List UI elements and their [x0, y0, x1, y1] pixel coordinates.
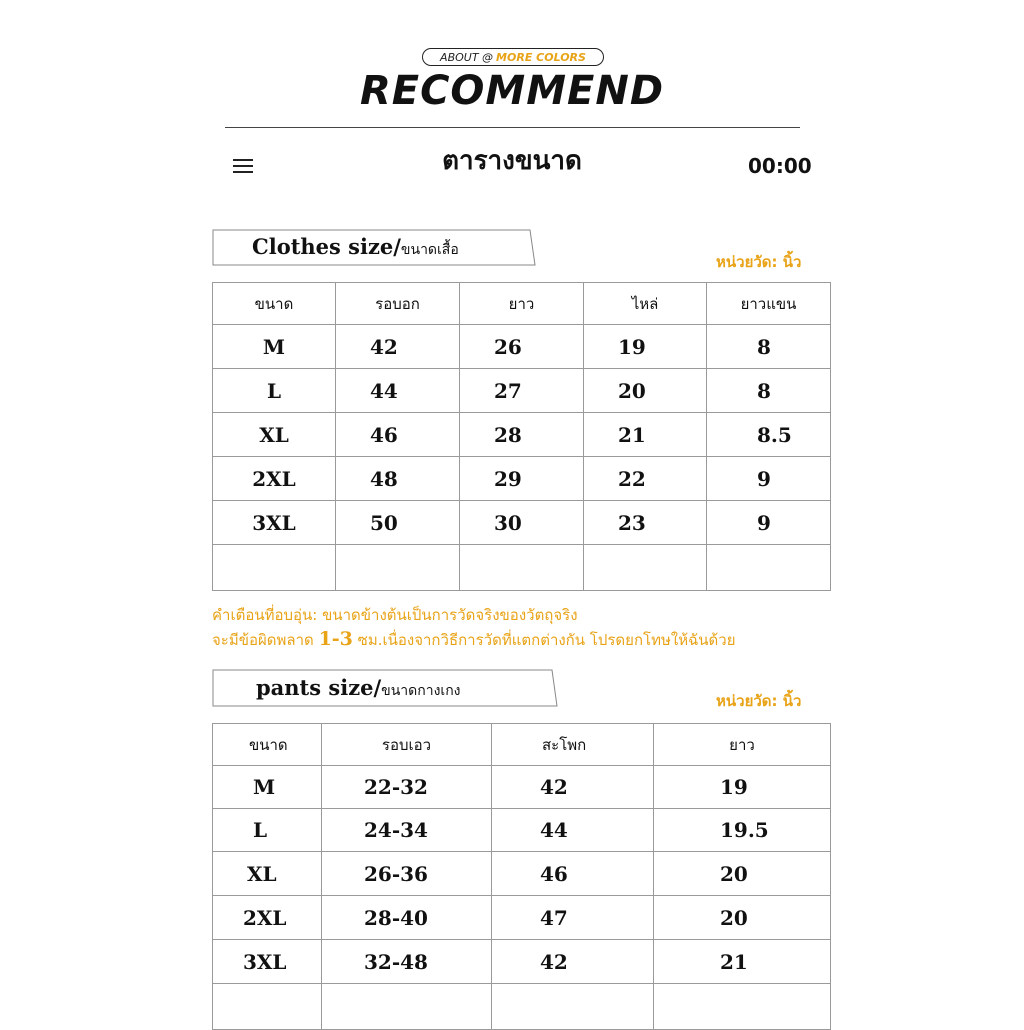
table-row-empty [213, 984, 831, 1030]
waist-cell: 26-36 [322, 852, 492, 896]
header-size: ขนาด [213, 724, 322, 766]
size-cell: 3XL [213, 940, 322, 984]
table-row [213, 501, 831, 545]
clothes-unit-label: หน่วยวัด: นิ้ว [716, 253, 802, 271]
header-shoulder: ไหล่ [584, 283, 707, 325]
table-row [213, 940, 831, 984]
clothes-size-title: Clothes size/ [252, 234, 401, 259]
shoulder-cell: 21 [584, 413, 707, 457]
length-cell: 20 [654, 896, 831, 940]
clothes-size-title-th: ขนาดเสื้อ [400, 242, 459, 258]
shoulder-cell: 22 [584, 457, 707, 501]
hip-cell: 44 [492, 809, 654, 852]
table-row [213, 413, 831, 457]
warning-error-range: 1-3 [318, 628, 353, 650]
length-cell: 27 [460, 369, 584, 413]
pants-size-title-th: ขนาดกางเกง [381, 683, 461, 699]
shoulder-cell: 19 [584, 325, 707, 369]
sleeve-cell: 8 [707, 369, 831, 413]
table-row-empty [213, 545, 831, 591]
clothes-size-table [212, 282, 831, 591]
length-cell: 26 [460, 325, 584, 369]
header-size: ขนาด [213, 283, 336, 325]
size-cell: 2XL [213, 457, 336, 501]
size-cell: 3XL [213, 501, 336, 545]
waist-cell: 32-48 [322, 940, 492, 984]
table-row [213, 766, 831, 809]
size-cell: XL [213, 413, 336, 457]
table-row [213, 369, 831, 413]
length-cell: 21 [654, 940, 831, 984]
chest-cell: 44 [336, 369, 460, 413]
shoulder-cell: 20 [584, 369, 707, 413]
table-row [213, 852, 831, 896]
table-row [213, 896, 831, 940]
table-header-row [213, 724, 831, 766]
hip-cell: 42 [492, 940, 654, 984]
pants-size-title: pants size/ [256, 675, 382, 700]
shoulder-cell: 23 [584, 501, 707, 545]
size-cell: M [213, 766, 322, 809]
waist-cell: 22-32 [322, 766, 492, 809]
header-length: ยาว [654, 724, 831, 766]
waist-cell: 28-40 [322, 896, 492, 940]
header-sleeve: ยาวแขน [707, 283, 831, 325]
hip-cell: 42 [492, 766, 654, 809]
chest-cell: 46 [336, 413, 460, 457]
pants-size-table [212, 723, 831, 1030]
header-chest: รอบอก [336, 283, 460, 325]
chest-cell: 48 [336, 457, 460, 501]
page-title: ตารางขนาด [442, 146, 582, 176]
table-header-row [213, 283, 831, 325]
length-cell: 19.5 [654, 809, 831, 852]
clothes-size-tab [212, 229, 542, 265]
header-waist: รอบเอว [322, 724, 492, 766]
about-more-colors-badge [422, 48, 604, 66]
warning-line-2-prefix: จะมีข้อผิดพลาด [212, 631, 314, 649]
length-cell: 19 [654, 766, 831, 809]
table-row [213, 809, 831, 852]
header-length: ยาว [460, 283, 584, 325]
size-cell: L [213, 369, 336, 413]
hip-cell: 47 [492, 896, 654, 940]
table-row [213, 325, 831, 369]
length-cell: 20 [654, 852, 831, 896]
sleeve-cell: 9 [707, 501, 831, 545]
pants-size-tab [212, 669, 562, 705]
size-cell: M [213, 325, 336, 369]
table-row [213, 457, 831, 501]
warning-line-2 [212, 628, 736, 652]
recommend-title: RECOMMEND [359, 68, 665, 114]
chest-cell: 42 [336, 325, 460, 369]
warning-line-1: คำเตือนที่อบอุ่น: ขนาดข้างต้นเป็นการวัดจริงของวัตถุจริง [212, 606, 578, 624]
header-divider [225, 127, 800, 128]
badge-left-text: ABOUT @ [440, 50, 494, 64]
size-cell: XL [213, 852, 322, 896]
length-cell: 30 [460, 501, 584, 545]
header-hip: สะโพก [492, 724, 654, 766]
length-cell: 28 [460, 413, 584, 457]
waist-cell: 24-34 [322, 809, 492, 852]
size-cell: L [213, 809, 322, 852]
sleeve-cell: 9 [707, 457, 831, 501]
sleeve-cell: 8 [707, 325, 831, 369]
size-cell: 2XL [213, 896, 322, 940]
chest-cell: 50 [336, 501, 460, 545]
sleeve-cell: 8.5 [707, 413, 831, 457]
length-cell: 29 [460, 457, 584, 501]
hip-cell: 46 [492, 852, 654, 896]
badge-right-text: MORE COLORS [496, 50, 586, 64]
pants-unit-label: หน่วยวัด: นิ้ว [716, 692, 802, 710]
clock-display: 00:00 [748, 154, 812, 178]
warning-line-2-suffix: ซม.เนื่องจากวิธีการวัดที่แตกต่างกัน โปรดยกโทษให้ฉันด้วย [357, 631, 736, 649]
